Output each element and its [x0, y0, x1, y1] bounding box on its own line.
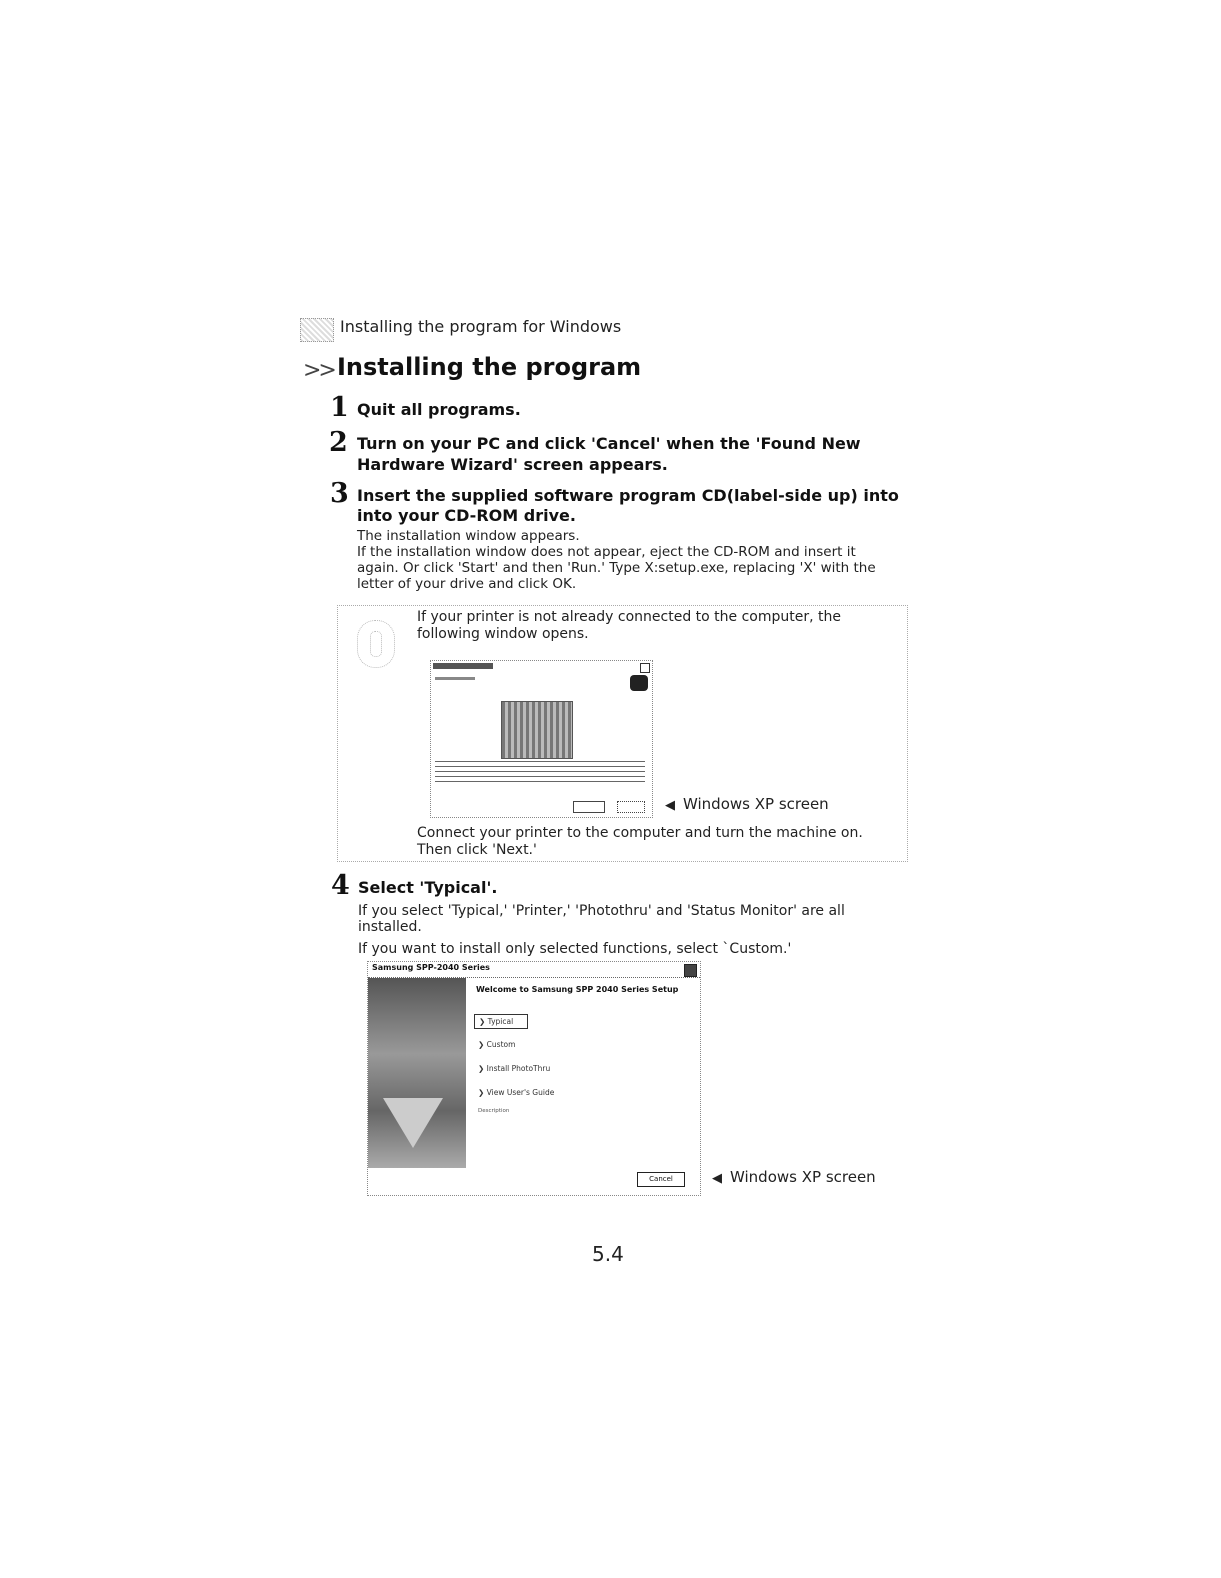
- page-title: Installing the program: [337, 353, 642, 381]
- option-view-users-guide: ❯ View User's Guide: [478, 1088, 555, 1097]
- close-icon: [684, 964, 697, 977]
- page-number: 5.4: [592, 1242, 624, 1266]
- note-outro-line2: Then click 'Next.': [417, 842, 537, 858]
- option-label: View User's Guide: [486, 1088, 555, 1097]
- step-3-body-line: The installation window appears.: [357, 528, 580, 544]
- step-2-title-line1: Turn on your PC and click 'Cancel' when the 'Found New: [357, 434, 861, 453]
- window-instructions: [435, 761, 645, 785]
- step-3-body-line: letter of your drive and click OK.: [357, 576, 577, 592]
- option-label: Custom: [486, 1040, 516, 1049]
- step-1-number: 1: [330, 392, 349, 423]
- step-3-body-line: again. Or click 'Start' and then 'Run.' Type X:setup.exe, replacing 'X' with the: [357, 560, 876, 576]
- note-outro-line1: Connect your printer to the computer and turn the machine on.: [417, 825, 863, 841]
- note-intro-line2: following window opens.: [417, 626, 589, 642]
- setup-window-screenshot: [367, 961, 701, 1196]
- window-titlebar: [433, 663, 493, 669]
- step-3-title-line1: Insert the supplied software program CD(label-side up) into: [357, 486, 899, 505]
- next-button: [617, 801, 645, 813]
- window-titlebar: [368, 962, 700, 978]
- step-4-title: Select 'Typical'.: [358, 878, 498, 897]
- caption-pointer-icon: ◀: [665, 798, 675, 813]
- connect-printer-window-screenshot: [430, 660, 653, 818]
- caption-xp-1: [665, 795, 829, 813]
- back-button: [573, 801, 605, 813]
- option-custom: ❯ Custom: [478, 1040, 516, 1049]
- setup-sidebar-image: [368, 978, 466, 1168]
- step-3-number: 3: [330, 478, 349, 509]
- option-label: Typical: [487, 1017, 514, 1026]
- logo-icon: [630, 675, 648, 691]
- window-title: Samsung SPP-2040 Series: [372, 963, 490, 972]
- description-label: Description: [478, 1108, 510, 1114]
- option-typical: ❯ Typical: [474, 1014, 528, 1029]
- step-4-body-line: If you select 'Typical,' 'Printer,' 'Photothru' and 'Status Monitor' are all: [358, 903, 845, 919]
- caption-text: Windows XP screen: [683, 795, 829, 813]
- section-header: Installing the program for Windows: [340, 317, 622, 336]
- option-install-photothru: ❯ Install PhotoThru: [478, 1064, 551, 1073]
- printer-connection-image: [501, 701, 573, 759]
- cancel-button: Cancel: [637, 1172, 685, 1187]
- close-icon: [640, 663, 650, 673]
- arrow-down-icon: [383, 1098, 443, 1148]
- note-icon: [357, 620, 395, 668]
- setup-heading: Welcome to Samsung SPP 2040 Series Setup: [476, 985, 679, 994]
- step-4-body-line: If you want to install only selected functions, select `Custom.': [358, 941, 792, 957]
- step-2-title-line2: Hardware Wizard' screen appears.: [357, 455, 668, 474]
- caption-pointer-icon: ◀: [712, 1171, 722, 1186]
- step-1-title: Quit all programs.: [357, 400, 521, 419]
- caption-xp-2: [712, 1168, 876, 1186]
- title-arrows-icon: >>: [303, 358, 334, 383]
- step-3-title-line2: into your CD-ROM drive.: [357, 506, 576, 525]
- option-label: Install PhotoThru: [486, 1064, 551, 1073]
- step-3-body-line: If the installation window does not appear, eject the CD-ROM and insert it: [357, 544, 856, 560]
- caption-text: Windows XP screen: [730, 1168, 876, 1186]
- note-intro-line1: If your printer is not already connected to the computer, the: [417, 609, 841, 625]
- window-subtitle: [435, 677, 475, 680]
- step-2-number: 2: [329, 427, 348, 458]
- step-4-number: 4: [331, 870, 350, 901]
- section-icon: [300, 318, 334, 342]
- step-4-body-line: installed.: [358, 919, 422, 935]
